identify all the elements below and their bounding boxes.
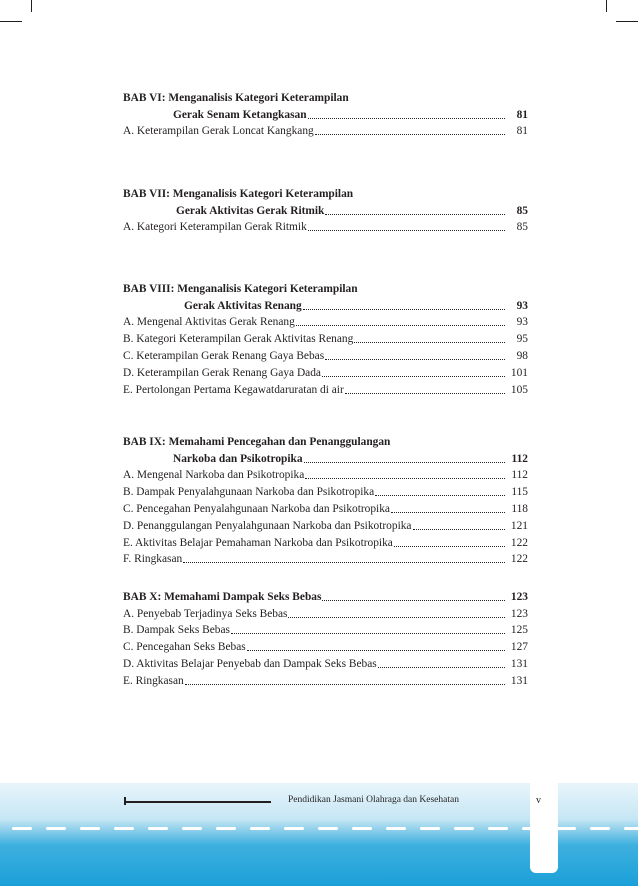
dot-leader — [322, 600, 505, 601]
dot-leader — [304, 462, 505, 463]
toc-entry-title: A. Mengenal Narkoba dan Psikotropika — [123, 469, 305, 482]
toc-page-number: 98 — [516, 349, 528, 362]
toc-page-number: 105 — [510, 383, 528, 396]
dot-leader — [183, 562, 505, 563]
toc-page-number: 123 — [510, 590, 528, 603]
toc-entry-title: Gerak Senam Ketangkasan — [173, 108, 307, 121]
dot-leader — [325, 214, 505, 215]
toc-page-number: 85 — [516, 204, 528, 217]
toc-page-number: 93 — [516, 316, 528, 329]
toc-entry-row[interactable] — [123, 363, 528, 380]
toc-page-number: 122 — [510, 536, 528, 549]
dot-leader — [322, 376, 505, 377]
toc-page-number: 95 — [516, 333, 528, 346]
toc-entry-row[interactable] — [123, 482, 528, 499]
footer-rule — [124, 801, 271, 803]
toc-page-number: 131 — [510, 657, 528, 670]
footer-dash — [318, 827, 338, 830]
toc-page-number: 122 — [510, 553, 528, 566]
toc-chapter-row[interactable] — [123, 184, 528, 201]
toc-chapter-row[interactable] — [123, 587, 528, 604]
toc-entry-row[interactable] — [123, 499, 528, 516]
toc-page-number: 81 — [516, 108, 528, 121]
dot-leader — [315, 134, 505, 135]
dot-leader — [354, 342, 505, 343]
dot-leader — [231, 633, 505, 634]
toc-entry-title: C. Pencegahan Seks Bebas — [123, 641, 246, 654]
dot-leader — [378, 667, 505, 668]
toc-entry-title: A. Kategori Keterampilan Gerak Ritmik — [123, 221, 307, 234]
toc-entry-title: BAB VII: Menganalisis Kategori Keterampilan — [123, 187, 354, 200]
toc-page-number: 112 — [511, 452, 528, 465]
footer-dash — [80, 827, 100, 830]
dot-leader — [394, 546, 505, 547]
toc-section — [123, 88, 528, 138]
toc-entry-row[interactable] — [123, 621, 528, 638]
toc-entry-title: Gerak Aktivitas Renang — [184, 299, 302, 312]
toc-entry-row[interactable] — [123, 313, 528, 330]
toc-page-number: 118 — [511, 502, 528, 515]
dot-leader — [413, 529, 506, 530]
toc-entry-row[interactable] — [123, 637, 528, 654]
dot-leader — [345, 393, 505, 394]
crop-mark-top-left-v — [31, 0, 32, 12]
toc-entry-row[interactable] — [123, 466, 528, 483]
toc-entry-title: Narkoba dan Psikotropika — [173, 452, 303, 465]
dot-leader — [305, 478, 505, 479]
folio-tab — [530, 783, 558, 873]
toc-entry-title: BAB IX: Memahami Pencegahan dan Penanggulangan — [123, 435, 391, 448]
toc-page-number: 81 — [516, 125, 528, 138]
dot-leader — [247, 650, 505, 651]
toc-entry-row[interactable] — [123, 218, 528, 235]
toc-page-number: 115 — [511, 486, 528, 499]
footer-dash — [148, 827, 168, 830]
footer-dash — [454, 827, 474, 830]
footer-dash — [182, 827, 202, 830]
footer-dash — [624, 827, 638, 830]
page-folio: v — [536, 795, 541, 806]
dot-leader — [185, 684, 505, 685]
toc-entry-title: A. Penyebab Terjadinya Seks Bebas — [123, 607, 288, 620]
toc-page-number: 125 — [510, 624, 528, 637]
toc-page-number: 112 — [511, 469, 528, 482]
toc-entry-title: A. Keterampilan Gerak Loncat Kangkang — [123, 125, 314, 138]
toc-entry-title: BAB VIII: Menganalisis Kategori Keterampilan — [123, 282, 358, 295]
toc-entry-row[interactable] — [123, 654, 528, 671]
footer-dash — [386, 827, 406, 830]
toc-page-number: 121 — [510, 519, 528, 532]
toc-entry-row[interactable] — [123, 346, 528, 363]
dot-leader — [303, 309, 505, 310]
toc-entry-title: D. Keterampilan Gerak Renang Gaya Dada — [123, 366, 321, 379]
toc-chapter-row[interactable] — [123, 105, 528, 122]
footer-dash — [556, 827, 576, 830]
toc-chapter-row[interactable] — [123, 296, 528, 313]
dot-leader — [375, 495, 505, 496]
toc-chapter-row[interactable] — [123, 449, 528, 466]
dot-leader — [308, 230, 505, 231]
toc-section — [123, 432, 528, 566]
toc-entry-row[interactable] — [123, 516, 528, 533]
toc-page-number: 123 — [510, 607, 528, 620]
footer-dash — [46, 827, 66, 830]
toc-entry-row[interactable] — [123, 671, 528, 688]
dot-leader — [391, 512, 505, 513]
footer-dash — [114, 827, 134, 830]
toc-entry-row[interactable] — [123, 533, 528, 550]
footer-dash — [216, 827, 236, 830]
toc-section — [123, 279, 528, 397]
toc-page-number: 85 — [516, 221, 528, 234]
toc-chapter-row[interactable] — [123, 279, 528, 296]
toc-page-number: 131 — [510, 674, 528, 687]
footer-dash — [420, 827, 440, 830]
footer-dash — [12, 827, 32, 830]
toc-entry-title: D. Penanggulangan Penyalahgunaan Narkoba dan Psikotropika — [123, 519, 412, 532]
toc-entry-row[interactable] — [123, 122, 528, 139]
toc-entry-row[interactable] — [123, 604, 528, 621]
toc-entry-row[interactable] — [123, 550, 528, 567]
crop-mark-top-left-h — [0, 21, 22, 22]
footer-dash — [250, 827, 270, 830]
toc-entry-title: A. Mengenal Aktivitas Gerak Renang — [123, 316, 295, 329]
toc-entry-title: D. Aktivitas Belajar Penyebab dan Dampak Seks Bebas — [123, 657, 377, 670]
toc-section — [123, 587, 528, 688]
toc-entry-title: F. Ringkasan — [123, 553, 183, 566]
dot-leader — [308, 118, 505, 119]
footer-dash — [352, 827, 372, 830]
footer-book-title: Pendidikan Jasmani Olahraga dan Kesehatan — [288, 795, 459, 805]
toc-entry-title: B. Dampak Penyalahgunaan Narkoba dan Psikotropika — [123, 486, 375, 499]
toc-entry-row[interactable] — [123, 329, 528, 346]
footer-dash — [488, 827, 508, 830]
toc-page-number: 127 — [510, 641, 528, 654]
footer-dash — [590, 827, 610, 830]
toc-entry-row[interactable] — [123, 380, 528, 397]
toc-entry-title: Gerak Aktivitas Gerak Ritmik — [176, 204, 325, 217]
toc-entry-title: BAB X: Memahami Dampak Seks Bebas — [123, 590, 322, 603]
toc-entry-title: E. Ringkasan — [123, 674, 184, 687]
crop-mark-top-right-h — [616, 21, 638, 22]
toc-chapter-row[interactable] — [123, 432, 528, 449]
toc-entry-title: C. Keterampilan Gerak Renang Gaya Bebas — [123, 349, 325, 362]
footer-dash — [284, 827, 304, 830]
toc-entry-title: B. Dampak Seks Bebas — [123, 624, 230, 637]
toc-entry-title: C. Pencegahan Penyalahgunaan Narkoba dan Psikotropika — [123, 502, 390, 515]
dot-leader — [296, 325, 505, 326]
toc-entry-title: E. Pertolongan Pertama Kegawatdaruratan di air — [123, 383, 344, 396]
toc-page-number: 93 — [516, 299, 528, 312]
toc-entry-title: BAB VI: Menganalisis Kategori Keterampilan — [123, 91, 349, 104]
crop-mark-top-right-v — [606, 0, 607, 12]
toc-entry-title: E. Aktivitas Belajar Pemahaman Narkoba dan Psikotropika — [123, 536, 393, 549]
toc-chapter-row[interactable] — [123, 88, 528, 105]
toc-page-number: 101 — [510, 366, 528, 379]
toc-section — [123, 184, 528, 234]
toc-entry-title: B. Kategori Keterampilan Gerak Aktivitas Renang — [123, 333, 354, 346]
dot-leader — [288, 617, 505, 618]
toc-chapter-row[interactable] — [123, 201, 528, 218]
dot-leader — [325, 359, 505, 360]
